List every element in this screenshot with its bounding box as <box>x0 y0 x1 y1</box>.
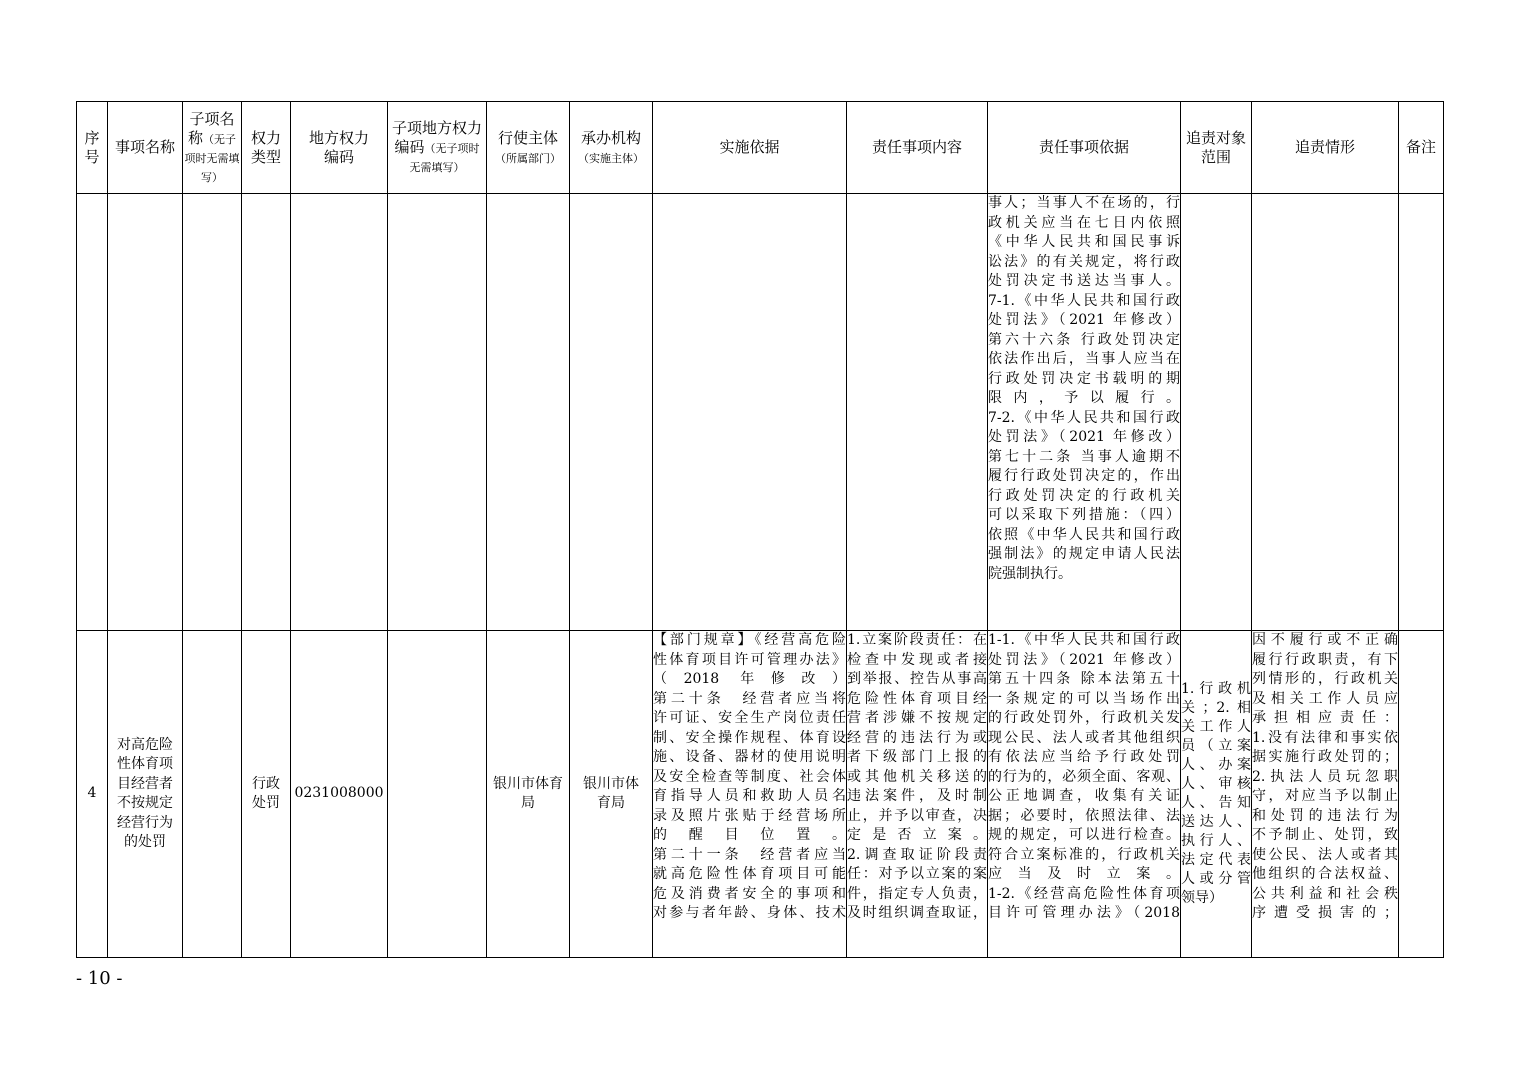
cell-text-line: 公正地调查，收集有关证 <box>988 788 1180 804</box>
cell-text-line: 执行人、 <box>1181 833 1251 849</box>
cell-text-line: 2.执法人员玩忽职 <box>1252 768 1398 785</box>
cell-text-line: 院强制执行。 <box>988 565 1072 582</box>
cell-text-line: 对高危险 <box>117 736 173 753</box>
cell-text-line: 不按规定 <box>117 795 173 811</box>
header-duty-content: 责任事项内容 <box>847 102 988 194</box>
cell-basis <box>653 631 847 958</box>
header-power-type: 权力类型 <box>242 102 291 194</box>
header-seq: 序号 <box>77 102 108 194</box>
cell-text-line: 人、审核 <box>1181 776 1251 792</box>
cell-text-line: 的醒目位置。 <box>653 827 846 843</box>
cell-text-line: 依照《中华人民共和国行政 <box>988 526 1180 543</box>
cell-text-line: 处罚法》（2021 年修改） <box>988 429 1180 445</box>
cell-power-type <box>242 631 291 958</box>
cell-sub-name <box>183 194 242 631</box>
cell-text-line: 对参与者年龄、身体、技术 <box>653 905 846 921</box>
cell-text-line: 银川市体 <box>583 775 639 792</box>
cell-text-line: 依法作出后，当事人应当在 <box>988 351 1180 367</box>
cell-text-line: 的行为的，必须全面、客观、 <box>988 768 1180 785</box>
table-row-continued <box>77 194 1444 631</box>
cell-subject <box>487 194 570 631</box>
table-row <box>77 631 1444 958</box>
cell-text-line: 和处罚的违法行为 <box>1252 807 1398 824</box>
cell-sub-code <box>388 631 487 958</box>
cell-basis <box>653 194 847 631</box>
cell-text-line: 止，并予以审查，决 <box>847 807 987 824</box>
cell-text-line: 检查中发现或者接 <box>847 651 987 668</box>
cell-local-code <box>291 194 388 631</box>
cell-text-line: 到举报、控告从事高 <box>847 671 987 687</box>
cell-text-line: 【部门规章】《经营高危险 <box>653 632 846 648</box>
cell-accountability-scope <box>1181 631 1252 958</box>
cell-duty-content <box>847 631 988 958</box>
cell-text-line: 人或分管 <box>1181 871 1251 887</box>
cell-text-line: 危及消费者安全的事项和 <box>653 885 846 902</box>
header-accountability-case: 追责情形 <box>1252 102 1399 194</box>
header-row <box>77 102 1444 194</box>
cell-item-name <box>108 194 183 631</box>
cell-text-line: 履行行政处罚决定的，作出 <box>988 468 1180 484</box>
cell-text-line: 应当及时立案。 <box>988 866 1180 882</box>
cell-text-line: 育局 <box>597 795 625 811</box>
cell-seq: 4 <box>77 631 108 958</box>
cell-text-line: 制、安全操作规程、体育设 <box>653 729 846 746</box>
header-remark: 备注 <box>1399 102 1444 194</box>
cell-text-line: 目经营者 <box>117 775 173 792</box>
cell-text-line: 行政处罚决定的行政机关 <box>988 487 1180 504</box>
cell-text-line: 第二十条 经营者应当将 <box>653 690 846 707</box>
cell-text-line: 法定代表 <box>1181 852 1251 868</box>
cell-text-line: 承担相应责任： <box>1252 710 1398 726</box>
header-basis: 实施依据 <box>653 102 847 194</box>
cell-text-line: 政机关应当在七日内依照 <box>988 214 1180 231</box>
cell-text-line: 施、设备、器材的使用说明 <box>653 749 846 765</box>
cell-text-line: 定是否立案。 <box>847 827 987 843</box>
header-local-code: 地方权力编码 <box>291 102 388 194</box>
cell-text-line: 据；必要时，依照法律、法 <box>988 807 1180 824</box>
cell-text-line: 规的规定，可以进行检查。 <box>988 827 1180 843</box>
cell-text-line: 1-1.《中华人民共和国行政 <box>988 632 1180 648</box>
cell-text-line: 及安全检查等制度、社会体 <box>653 768 846 785</box>
cell-text-line: 不予制止、处罚，致 <box>1252 827 1398 843</box>
header-sub-name: 子项名称（无子项时无需填写） <box>183 102 242 194</box>
cell-text-line: 危险性体育项目经 <box>847 690 987 707</box>
cell-sub-code <box>388 194 487 631</box>
cell-item-name <box>108 631 183 958</box>
cell-remark <box>1399 194 1444 631</box>
cell-text-line: 强制法》的规定申请人民法 <box>988 546 1180 562</box>
cell-text-line: 1.行政机 <box>1181 681 1251 697</box>
cell-text-line: 2.调查取证阶段责 <box>847 846 987 863</box>
cell-text-line: 7-1.《中华人民共和国行政 <box>988 292 1180 309</box>
cell-accountability-case <box>1252 631 1399 958</box>
cell-duty-content <box>847 194 988 631</box>
cell-text-line: 第二十一条 经营者应当 <box>653 846 846 863</box>
cell-text-line: 处罚决定书送达当事人。 <box>988 273 1180 289</box>
cell-text-line: 守，对应当予以制止 <box>1252 788 1398 804</box>
cell-text-line: 第七十二条 当事人逾期不 <box>988 448 1180 465</box>
cell-text-line: 据实施行政处罚的； <box>1252 749 1398 765</box>
cell-text-line: 讼法》的有关规定，将行政 <box>988 253 1180 270</box>
cell-accountability-case <box>1252 194 1399 631</box>
cell-text-line: 关；2.相 <box>1181 700 1251 716</box>
cell-text-line: 人、办案 <box>1181 757 1251 773</box>
cell-text-line: 或其他机关移送的 <box>847 768 987 785</box>
cell-text-line: 序遭受损害的； <box>1252 905 1398 921</box>
page-number: - 10 - <box>76 968 123 989</box>
cell-text-line: 送达人、 <box>1181 814 1251 830</box>
cell-text-line: 经营行为 <box>117 814 173 831</box>
header-sub-code: 子项地方权力编码（无子项时无需填写） <box>388 102 487 194</box>
cell-text-line: 现公民、法人或者其他组织 <box>988 729 1180 746</box>
cell-text-line: 使公民、法人或者其 <box>1252 846 1398 863</box>
cell-text-line: 处罚 <box>252 795 280 811</box>
header-duty-basis: 责任事项依据 <box>988 102 1181 194</box>
cell-text-line: 人、告知 <box>1181 795 1251 811</box>
cell-text-line: 许可证、安全生产岗位责任 <box>653 710 846 726</box>
cell-text-line: 处罚法》（2021 年修改） <box>988 312 1180 328</box>
cell-power-type <box>242 194 291 631</box>
cell-text-line: 可以采取下列措施：（四） <box>988 507 1180 523</box>
cell-remark <box>1399 631 1444 958</box>
header-accountability-scope: 追责对象范围 <box>1181 102 1252 194</box>
cell-text-line: 性体育项目许可管理办法》 <box>653 651 846 668</box>
cell-accountability-scope <box>1181 194 1252 631</box>
cell-sub-name <box>183 631 242 958</box>
cell-text-line: 营者涉嫌不按规定 <box>847 710 987 726</box>
cell-text-line: 领导） <box>1181 890 1223 906</box>
cell-text-line: 及时组织调查取证， <box>847 905 987 921</box>
cell-text-line: （2018 年修改） <box>653 671 846 687</box>
cell-text-line: 《中华人民共和国民事诉 <box>988 234 1180 250</box>
cell-text-line: 第六十六条 行政处罚决定 <box>988 331 1180 348</box>
cell-text-line: 的处罚 <box>124 834 166 850</box>
cell-text-line: 他组织的合法权益、 <box>1252 866 1398 882</box>
cell-text-line: 因不履行或不正确 <box>1252 632 1398 648</box>
cell-text-line: 限内，予以履行。 <box>988 390 1180 406</box>
cell-text-line: 第五十四条 除本法第五十 <box>988 671 1180 687</box>
cell-text-line: 的行政处罚外，行政机关发 <box>988 710 1180 726</box>
cell-text-line: 列情形的，行政机关 <box>1252 671 1398 687</box>
cell-text-line: 行政 <box>252 775 280 792</box>
cell-text-line: 处罚法》（2021 年修改） <box>988 651 1180 668</box>
cell-text-line: 育指导人员和救助人员名 <box>653 788 846 804</box>
cell-text-line: 公共利益和社会秩 <box>1252 885 1398 902</box>
cell-text-line: 1.立案阶段责任：在 <box>847 632 987 648</box>
cell-text-line: 7-2.《中华人民共和国行政 <box>988 409 1180 426</box>
cell-seq <box>77 194 108 631</box>
cell-duty-basis <box>988 194 1181 631</box>
cell-text-line: 1-2.《经营高危险性体育项 <box>988 885 1180 902</box>
cell-text-line: 局 <box>521 795 535 811</box>
cell-text-line: 有依法应当给予行政处罚 <box>988 749 1180 765</box>
cell-text-line: 经营的违法行为或 <box>847 729 987 746</box>
cell-text-line: 员（立案 <box>1181 738 1251 754</box>
cell-text-line: 录及照片张贴于经营场所 <box>653 807 846 824</box>
cell-text-line: 行政处罚决定书载明的期 <box>988 370 1180 387</box>
cell-text-line: 事人；当事人不在场的，行 <box>988 195 1180 211</box>
header-agency: 承办机构 （实施主体） <box>570 102 653 194</box>
header-subject: 行使主体 （所属部门） <box>487 102 570 194</box>
cell-text-line: 者下级部门上报的 <box>847 749 987 765</box>
cell-text-line: 关工作人 <box>1181 719 1251 735</box>
cell-text-line: 目许可管理办法》（2018 <box>988 905 1180 921</box>
cell-text-line: 银川市体育 <box>493 775 563 792</box>
cell-text-line: 及相关工作人员应 <box>1252 690 1398 707</box>
cell-text-line: 违法案件，及时制 <box>847 788 987 804</box>
cell-text-line: 符合立案标准的，行政机关 <box>988 846 1180 863</box>
cell-text-line: 1.没有法律和事实依 <box>1252 729 1398 746</box>
cell-duty-basis <box>988 631 1181 958</box>
cell-text-line: 一条规定的可以当场作出 <box>988 690 1180 707</box>
cell-text-line: 履行行政职责，有下 <box>1252 651 1398 668</box>
cell-text-line: 性体育项 <box>117 756 173 772</box>
cell-agency <box>570 631 653 958</box>
cell-text-line: 就高危险性体育项目可能 <box>653 866 846 882</box>
cell-agency <box>570 194 653 631</box>
cell-local-code: 0231008000 <box>291 631 388 958</box>
cell-text-line: 任：对予以立案的案 <box>847 866 987 882</box>
cell-subject <box>487 631 570 958</box>
header-item-name: 事项名称 <box>108 102 183 194</box>
power-list-table <box>76 101 1444 958</box>
cell-text-line: 件，指定专人负责， <box>847 885 987 902</box>
